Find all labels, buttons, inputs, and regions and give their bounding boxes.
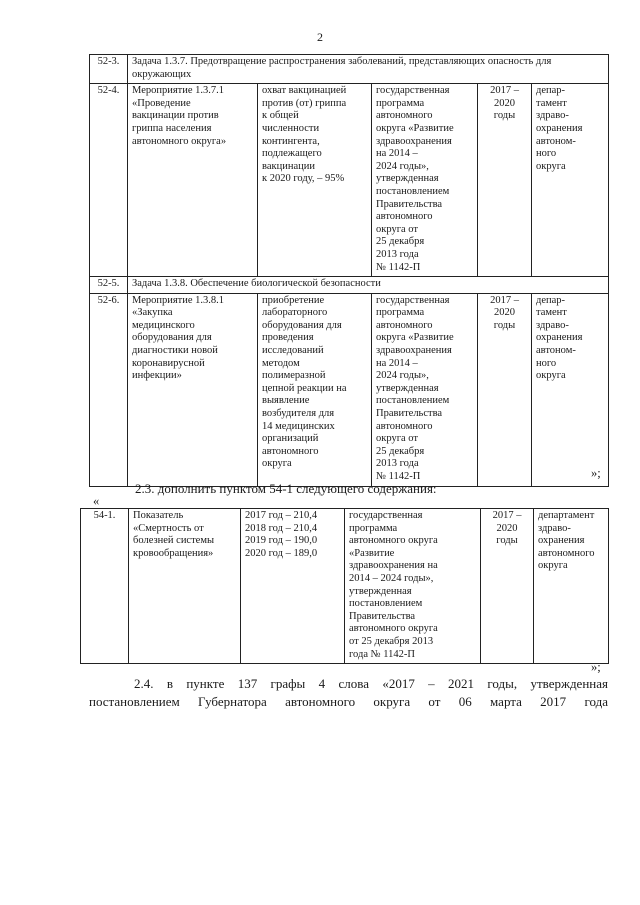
row-number: 52-3. <box>90 55 128 84</box>
table-row <box>90 84 609 277</box>
executor-cell: департамент здраво- охранения автономного округа <box>534 509 609 664</box>
measures-table <box>89 54 609 487</box>
executor-cell: депар- тамент здраво- охранения автоном- ного округа <box>532 293 609 486</box>
measure-cell: Мероприятие 1.3.7.1 «Проведение вакцинации против гриппа населения автономного округа» <box>128 84 258 277</box>
paragraph-2-4-line-2: постановлением Губернатора автономного округа от 06 марта 2017 года <box>89 694 608 709</box>
page-number: 2 <box>317 30 323 44</box>
task-heading: Задача 1.3.8. Обеспечение биологической безопасности <box>128 277 609 294</box>
row-number: 52-6. <box>90 293 128 486</box>
period-cell: 2017 – 2020 годы <box>478 84 532 277</box>
table-row <box>90 277 609 294</box>
period-cell: 2017 – 2020 годы <box>481 509 534 664</box>
indicator-name-cell: Показатель «Смертность от болезней системы кровообращения» <box>129 509 241 664</box>
paragraph-2-3: 2.3. дополнить пунктом 54-1 следующего содержания: <box>135 481 437 496</box>
paragraph-2-4-line-1: 2.4. в пункте 137 графы 4 слова «2017 – 2021 годы, утвержденная <box>134 676 608 691</box>
row-number: 54-1. <box>81 509 129 664</box>
indicator-cell: охват вакцинацией против (от) гриппа к общей численности контингента, подлежащего вакцинации к 2020 году, – 95% <box>258 84 372 277</box>
indicator-table <box>80 508 609 664</box>
table-row <box>81 509 609 664</box>
indicator-values-cell: 2017 год – 210,4 2018 год – 210,4 2019 год – 190,0 2020 год – 189,0 <box>241 509 345 664</box>
period-cell: 2017 – 2020 годы <box>478 293 532 486</box>
opening-quote: « <box>93 494 100 508</box>
task-heading: Задача 1.3.7. Предотвращение распространения заболеваний, представляющих опасность для окружающих <box>128 55 609 84</box>
executor-cell: депар- тамент здраво- охранения автоном- ного округа <box>532 84 609 277</box>
program-cell: государственная программа автономного округа «Развитие здравоохранения на 2014 – 2024 годы», утвержденная постановлением Правительства автономного округа от 25 декабря 2013 года № 1142-П <box>372 293 478 486</box>
program-cell: государственная программа автономного округа «Развитие здравоохранения на 2014 – 2024 годы», утвержденная постановлением Правительства автономного округа от 25 декабря 2013 года № 1142-П <box>372 84 478 277</box>
table-row <box>90 55 609 84</box>
measure-cell: Мероприятие 1.3.8.1 «Закупка медицинского оборудования для диагностики новой коронавирусной инфекции» <box>128 293 258 486</box>
closing-quote: »; <box>591 466 601 480</box>
indicator-cell: приобретение лабораторного оборудования для проведения исследований методом полимеразной цепной реакции на выявление возбудителя для 14 медицинских организаций автономного округа <box>258 293 372 486</box>
row-number: 52-4. <box>90 84 128 277</box>
program-cell: государственная программа автономного округа «Развитие здравоохранения на 2014 – 2024 годы», утвержденная постановлением Правительства автономного округа от 25 декабря 2013 года № 1142-П <box>345 509 481 664</box>
row-number: 52-5. <box>90 277 128 294</box>
table-row <box>90 293 609 486</box>
closing-quote: »; <box>591 660 601 674</box>
